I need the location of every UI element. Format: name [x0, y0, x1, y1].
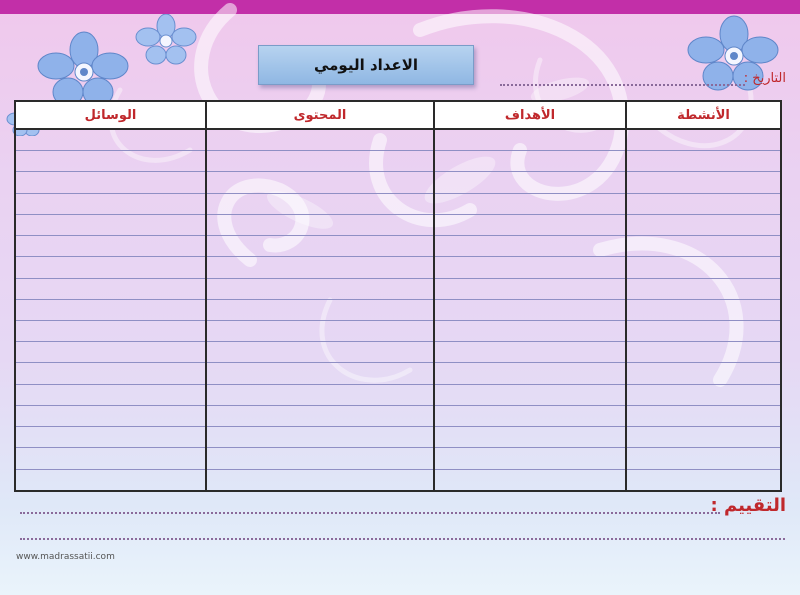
table-cell[interactable]: [434, 363, 626, 384]
table-cell[interactable]: [626, 257, 781, 278]
table-cell[interactable]: [626, 214, 781, 235]
table-cell[interactable]: [206, 342, 434, 363]
table-row: [15, 405, 781, 426]
table-cell[interactable]: [434, 151, 626, 172]
table-cell[interactable]: [626, 129, 781, 151]
table-cell[interactable]: [15, 427, 206, 448]
table-cell[interactable]: [434, 278, 626, 299]
flower-icon: [133, 14, 199, 66]
table-cell[interactable]: [626, 405, 781, 426]
table-cell[interactable]: [206, 236, 434, 257]
table-row: [15, 193, 781, 214]
table-cell[interactable]: [434, 448, 626, 469]
table-cell[interactable]: [15, 405, 206, 426]
table-cell[interactable]: [434, 427, 626, 448]
table-cell[interactable]: [626, 193, 781, 214]
title-banner: [258, 45, 474, 85]
table-row: [15, 299, 781, 320]
table-row: [15, 129, 781, 151]
table-cell[interactable]: [434, 172, 626, 193]
table-cell[interactable]: [15, 151, 206, 172]
table-row: [15, 151, 781, 172]
table-row: [15, 384, 781, 405]
table-cell[interactable]: [206, 278, 434, 299]
table-row: [15, 427, 781, 448]
table-row: [15, 321, 781, 342]
table-cell[interactable]: [15, 278, 206, 299]
watermark: www.madrassatii.com: [16, 552, 115, 562]
table-cell[interactable]: [434, 299, 626, 320]
table-cell[interactable]: [15, 363, 206, 384]
page-title: الاعداد اليومي: [313, 56, 419, 74]
column-header-resources: الوسائل: [15, 101, 206, 129]
table-cell[interactable]: [15, 193, 206, 214]
table-row: [15, 172, 781, 193]
column-header-content: المحتوى: [206, 101, 434, 129]
table-cell[interactable]: [626, 363, 781, 384]
table-cell[interactable]: [15, 236, 206, 257]
daily-plan-table: [14, 100, 782, 492]
table-header-row: [15, 101, 781, 129]
table-cell[interactable]: [626, 342, 781, 363]
table-cell[interactable]: [434, 342, 626, 363]
table-cell[interactable]: [15, 214, 206, 235]
table-cell[interactable]: [206, 321, 434, 342]
evaluation-label: التقييم :: [710, 495, 786, 516]
table-row: [15, 214, 781, 235]
table-cell[interactable]: [206, 129, 434, 151]
table-cell[interactable]: [15, 469, 206, 491]
table-cell[interactable]: [206, 193, 434, 214]
table-cell[interactable]: [206, 405, 434, 426]
table-cell[interactable]: [626, 299, 781, 320]
table-cell[interactable]: [15, 172, 206, 193]
table-cell[interactable]: [434, 469, 626, 491]
date-label: التاريخ :: [743, 71, 786, 86]
table-cell[interactable]: [206, 151, 434, 172]
table-cell[interactable]: [15, 384, 206, 405]
table-cell[interactable]: [206, 299, 434, 320]
table-cell[interactable]: [434, 214, 626, 235]
evaluation-line[interactable]: [20, 512, 720, 514]
table-cell[interactable]: [206, 384, 434, 405]
table-cell[interactable]: [206, 469, 434, 491]
table-cell[interactable]: [15, 321, 206, 342]
table-cell[interactable]: [206, 214, 434, 235]
table-cell[interactable]: [626, 151, 781, 172]
table-body: [15, 129, 781, 491]
table-cell[interactable]: [626, 427, 781, 448]
table-row: [15, 448, 781, 469]
table-cell[interactable]: [206, 172, 434, 193]
table-cell[interactable]: [206, 257, 434, 278]
table-row: [15, 363, 781, 384]
table-cell[interactable]: [434, 236, 626, 257]
flower-icon: [34, 30, 134, 110]
table-cell[interactable]: [626, 384, 781, 405]
table-cell[interactable]: [15, 448, 206, 469]
table-cell[interactable]: [434, 321, 626, 342]
table-cell[interactable]: [626, 172, 781, 193]
column-header-activities: الأنشطة: [626, 101, 781, 129]
table-cell[interactable]: [206, 363, 434, 384]
table-row: [15, 469, 781, 491]
table-cell[interactable]: [626, 469, 781, 491]
table-cell[interactable]: [434, 384, 626, 405]
table-cell[interactable]: [15, 257, 206, 278]
table-cell[interactable]: [15, 299, 206, 320]
table-cell[interactable]: [626, 321, 781, 342]
table-cell[interactable]: [626, 236, 781, 257]
table-cell[interactable]: [434, 193, 626, 214]
table-row: [15, 236, 781, 257]
date-field-line[interactable]: [500, 84, 745, 86]
table-cell[interactable]: [434, 405, 626, 426]
table-cell[interactable]: [626, 278, 781, 299]
table-cell[interactable]: [206, 427, 434, 448]
evaluation-line[interactable]: [20, 538, 785, 540]
column-header-objectives: الأهداف: [434, 101, 626, 129]
table-cell[interactable]: [15, 129, 206, 151]
table-cell[interactable]: [626, 448, 781, 469]
table-cell[interactable]: [434, 129, 626, 151]
table-row: [15, 342, 781, 363]
table-row: [15, 257, 781, 278]
table-cell[interactable]: [434, 257, 626, 278]
table-cell[interactable]: [15, 342, 206, 363]
table-cell[interactable]: [206, 448, 434, 469]
table-row: [15, 278, 781, 299]
